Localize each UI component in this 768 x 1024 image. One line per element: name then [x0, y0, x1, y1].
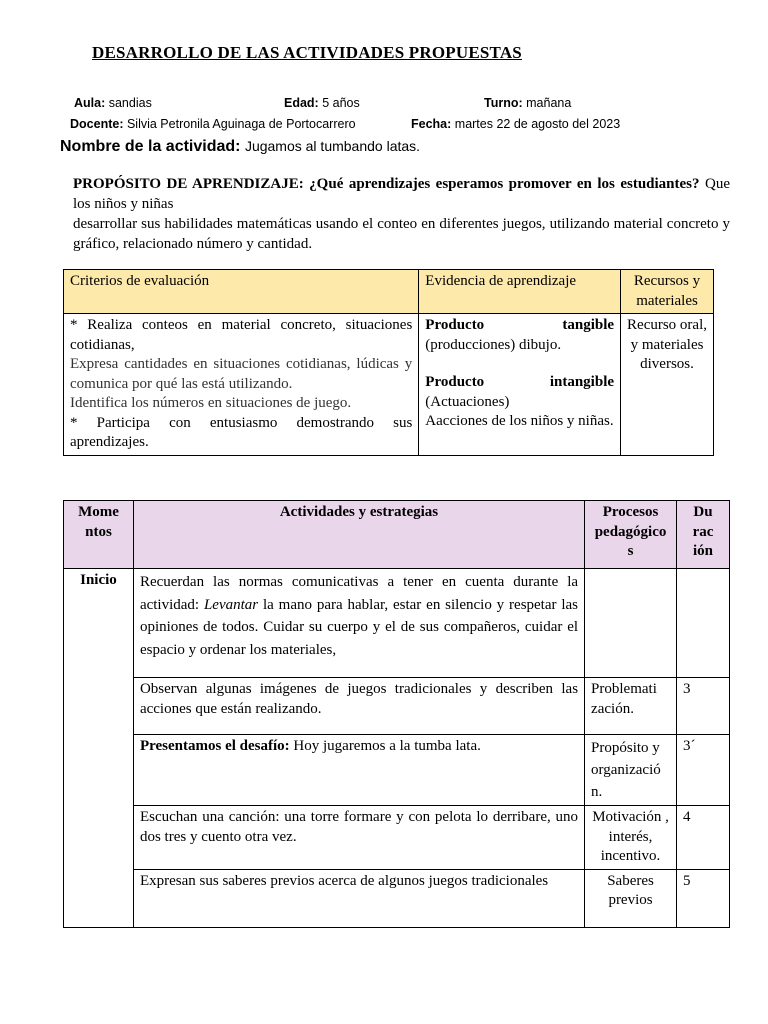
table-row: [64, 569, 730, 678]
process-cell: [585, 569, 677, 678]
header-resources: Recursos y materiales: [621, 270, 714, 314]
evidence-intangible: Producto intangible: [425, 374, 615, 390]
evaluation-header-row: [64, 270, 714, 314]
docente-field: Docente: Silvia Petronila Aguinaga de Portocarrero: [70, 117, 356, 131]
moments-table: [63, 500, 730, 928]
evidence-intangible-extra: Aacciones de los niños y niñas.: [425, 413, 614, 429]
evidence-intangible-text: (Actuaciones): [425, 393, 510, 410]
turno-field: Turno: mañana: [484, 96, 572, 110]
table-row: [64, 869, 730, 927]
process-cell: Propósito y organizació n.: [585, 735, 677, 806]
criterion-item: Expresa cantidades en situaciones cotidianas, lúdicas y comunica por qué las está utilizando.: [70, 356, 413, 392]
header-duration: Du rac ión: [677, 501, 730, 569]
activity-cell: Presentamos el desafío: Hoy jugaremos a la tumba lata.: [133, 735, 584, 806]
header-activities: Actividades y estrategias: [133, 501, 584, 569]
activity-cell: Expresan sus saberes previos acerca de algunos juegos tradicionales: [133, 869, 584, 927]
aula-field: Aula: sandias: [74, 96, 152, 110]
table-row: [64, 806, 730, 870]
moments-header-row: [64, 501, 730, 569]
moment-label: Inicio: [64, 569, 134, 928]
header-moments: Mome ntos: [64, 501, 134, 569]
duration-cell: 3: [677, 678, 730, 735]
table-row: [64, 678, 730, 735]
purpose-line2: desarrollar sus habilidades matemáticas usando el conteo en diferentes juegos, utilizando material concreto y gráfico, relacionado número y cantidad.: [73, 216, 730, 252]
activity-cell: Recuerdan las normas comunicativas a tener en cuenta durante la actividad: Levantar la mano para hablar, estar en silencio y respetar las opiniones de todos. Cuidar su cuerpo y el de sus compañeros, cuidar el espacio y ordenar los materiales,: [133, 569, 584, 678]
fecha-field: Fecha: martes 22 de agosto del 2023: [411, 117, 621, 131]
evaluation-table: [63, 269, 714, 456]
table-row: [64, 735, 730, 806]
process-cell: Problemati zación.: [585, 678, 677, 735]
process-cell: Saberes previos: [585, 869, 677, 927]
evidence-cell: [419, 314, 621, 456]
evaluation-row: [64, 314, 714, 456]
edad-field: Edad: 5 años: [284, 96, 360, 110]
evidence-tangible-text: (producciones) dibujo.: [425, 336, 562, 353]
header-evidence: Evidencia de aprendizaje: [419, 270, 621, 314]
learning-purpose: [73, 174, 730, 254]
purpose-label: PROPÓSITO DE APRENDIZAJE: ¿Qué aprendizajes esperamos promover en los estudiantes?: [73, 176, 700, 192]
purpose-line1: Que los niños y niñas: [73, 176, 731, 212]
duration-cell: 5: [677, 869, 730, 927]
criterion-item: Identifica los números en situaciones de juego.: [70, 395, 352, 411]
resources-cell: Recurso oral, y materiales diversos.: [621, 314, 714, 456]
activity-name: Nombre de la actividad: Jugamos al tumbando latas.: [60, 138, 421, 155]
process-cell: Motivación , interés, incentivo.: [585, 806, 677, 870]
duration-cell: 3´: [677, 735, 730, 806]
header-processes: Procesos pedagógico s: [585, 501, 677, 569]
duration-cell: 4: [677, 806, 730, 870]
criterion-item: * Realiza conteos en material concreto, situaciones cotidianas,: [70, 317, 413, 353]
activity-cell: Observan algunas imágenes de juegos tradicionales y describen las acciones que están realizando.: [133, 678, 584, 735]
header-criteria: Criterios de evaluación: [64, 270, 419, 314]
page-title: DESARROLLO DE LAS ACTIVIDADES PROPUESTAS: [92, 43, 522, 62]
criterion-item: * Participa con entusiasmo demostrando sus aprendizajes.: [70, 414, 413, 450]
criteria-cell: [64, 314, 419, 456]
evidence-tangible: Producto tangible: [425, 317, 615, 333]
activity-cell: Escuchan una canción: una torre formare y con pelota lo derribare, uno dos tres y cuento otra vez.: [133, 806, 584, 870]
duration-cell: [677, 569, 730, 678]
